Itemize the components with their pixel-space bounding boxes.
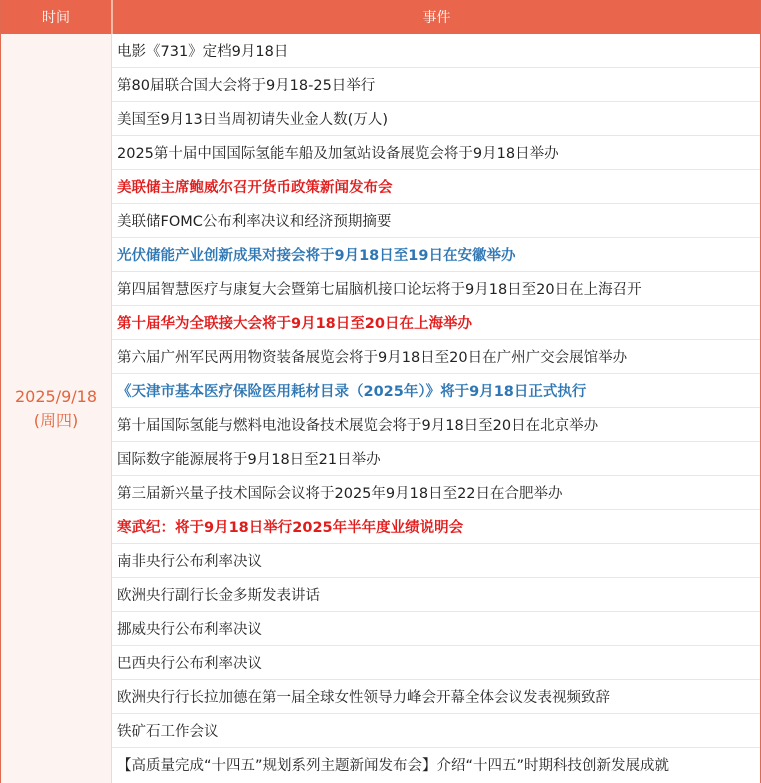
event-row: 第六届广州军民两用物资装备展览会将于9月18日至20日在广州广交会展馆举办 (112, 340, 760, 374)
event-row: 第十届国际氢能与燃料电池设备技术展览会将于9月18日至20日在北京举办 (112, 408, 760, 442)
event-list (112, 34, 760, 783)
date-text: 2025/9/18 (14, 386, 98, 406)
event-row: 寒武纪：将于9月18日举行2025年半年度业绩说明会 (112, 510, 760, 544)
event-row: 电影《731》定档9月18日 (112, 34, 760, 68)
event-row: 【高质量完成“十四五”规划系列主题新闻发布会】介绍“十四五”时期科技创新发展成就 (117, 758, 670, 774)
event-row: 第十届华为全联接大会将于9月18日至20日在上海举办 (112, 306, 760, 340)
date-cell (1, 34, 112, 783)
table-body (1, 34, 760, 783)
event-row: 南非央行公布利率决议 (112, 544, 760, 578)
event-row: 第三届新兴量子技术国际会议将于2025年9月18日至22日在合肥举办 (112, 476, 760, 510)
event-row: 《天津市基本医疗保险医用耗材目录（2025年）》将于9月18日正式执行 (112, 374, 760, 408)
table-header (1, 0, 760, 34)
event-row: 第四届智慧医疗与康复大会暨第七届脑机接口论坛将于9月18日至20日在上海召开 (112, 272, 760, 306)
event-row: 铁矿石工作会议 (112, 714, 760, 748)
event-row: 美国至9月13日当周初请失业金人数(万人) (112, 102, 760, 136)
event-row: 挪威央行公布利率决议 (112, 612, 760, 646)
event-row: 2025第十届中国国际氢能车船及加氢站设备展览会将于9月18日举办 (112, 136, 760, 170)
event-row: 美联储主席鲍威尔召开货币政策新闻发布会 (112, 170, 760, 204)
event-row: 光伏储能产业创新成果对接会将于9月18日至19日在安徽举办 (112, 238, 760, 272)
event-row: 国际数字能源展将于9月18日至21日举办 (112, 442, 760, 476)
weekday-text: (周四) (33, 410, 79, 430)
event-row: 巴西央行公布利率决议 (112, 646, 760, 680)
event-row: 美联储FOMC公布利率决议和经济预期摘要 (112, 204, 760, 238)
time-column-header: 时间 (1, 0, 113, 34)
event-column-header: 事件 (422, 10, 451, 26)
event-row: 欧洲央行行长拉加德在第一届全球女性领导力峰会开幕全体会议发表视频致辞 (112, 680, 760, 714)
event-row: 第80届联合国大会将于9月18-25日举行 (112, 68, 760, 102)
event-row: 欧洲央行副行长金多斯发表讲话 (112, 578, 760, 612)
